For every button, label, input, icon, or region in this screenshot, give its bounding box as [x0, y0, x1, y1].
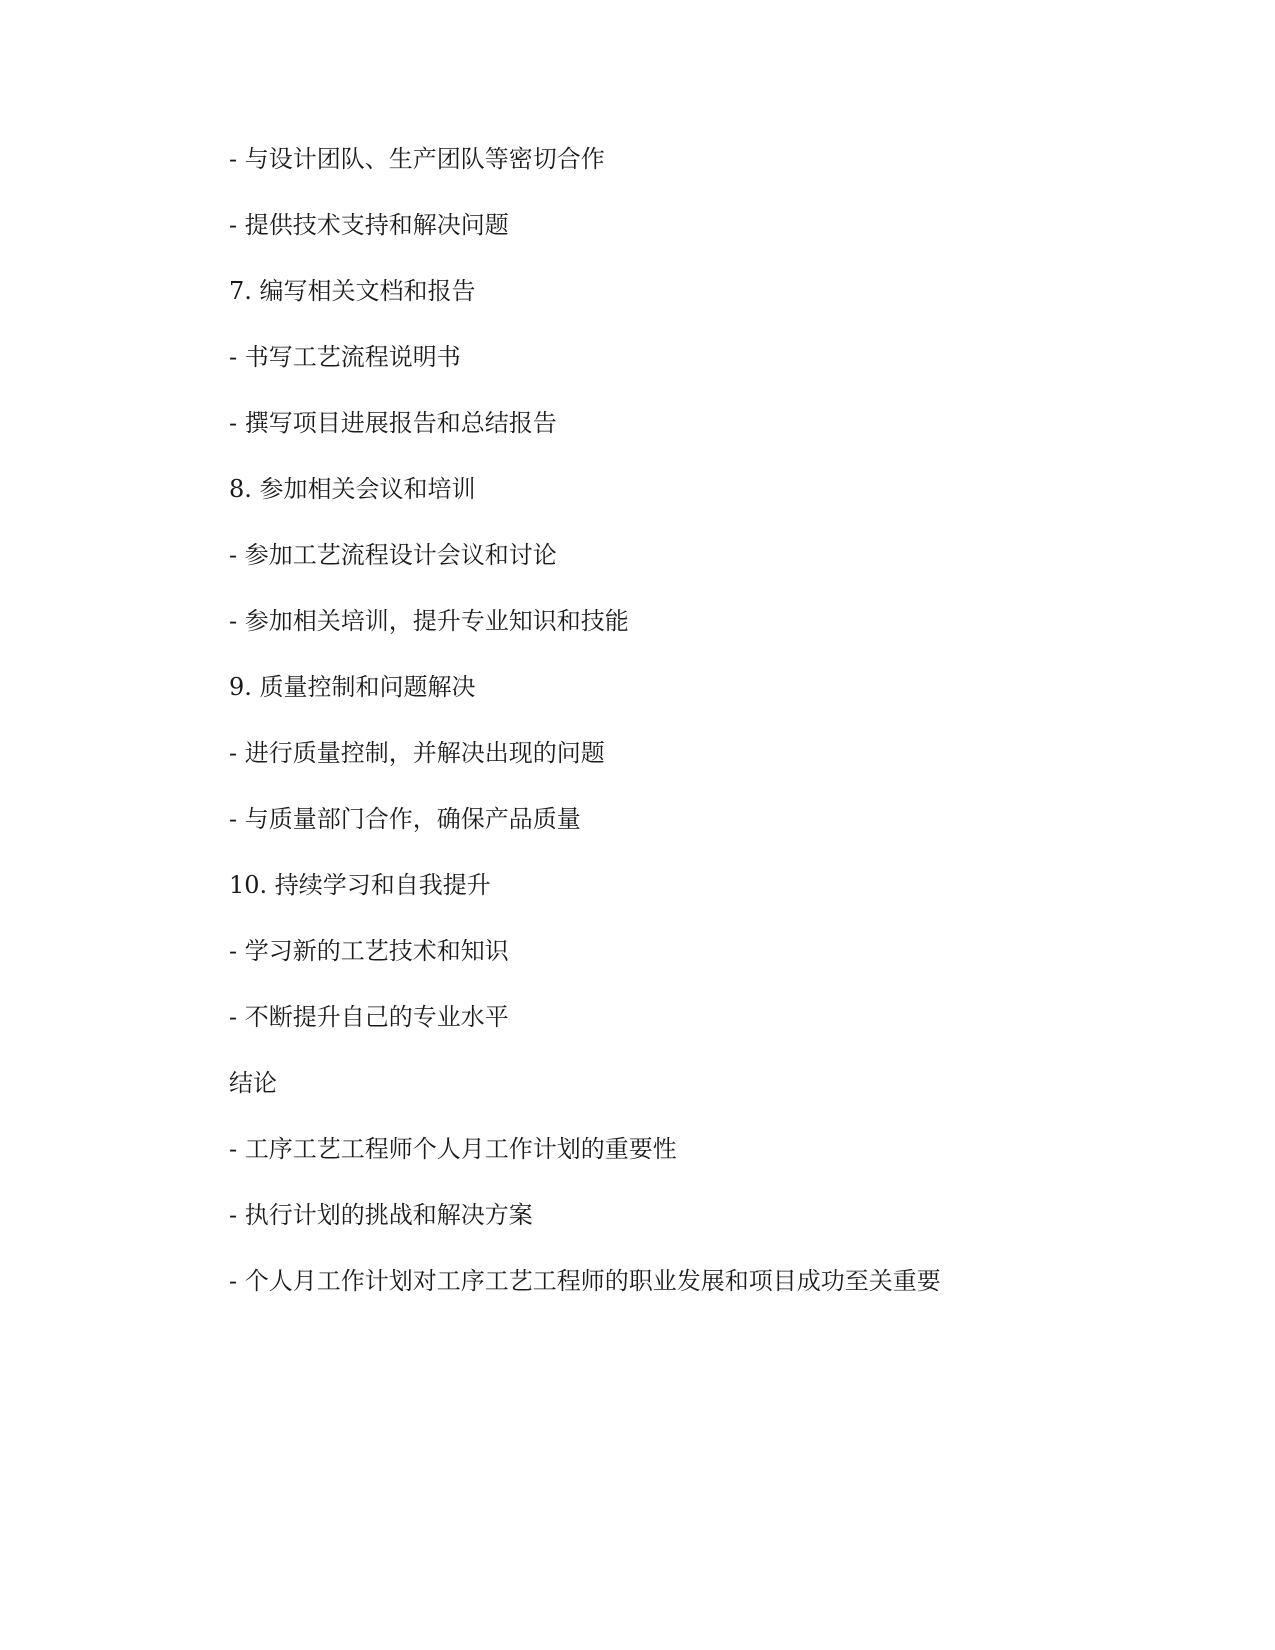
bullet-line: - 不断提升自己的专业水平 — [229, 1003, 509, 1031]
bullet-line: - 参加相关培训，提升专业知识和技能 — [229, 607, 629, 635]
bullet-line: - 与质量部门合作，确保产品质量 — [229, 805, 581, 833]
section-heading: 10. 持续学习和自我提升 — [229, 871, 491, 899]
bullet-line: - 个人月工作计划对工序工艺工程师的职业发展和项目成功至关重要 — [229, 1267, 941, 1295]
bullet-line: - 参加工艺流程设计会议和讨论 — [229, 541, 557, 569]
bullet-line: - 进行质量控制，并解决出现的问题 — [229, 739, 605, 767]
section-heading: 8. 参加相关会议和培训 — [229, 475, 476, 503]
conclusion-heading: 结论 — [229, 1069, 277, 1097]
bullet-line: - 与设计团队、生产团队等密切合作 — [229, 145, 605, 173]
document-body — [229, 142, 1129, 1330]
bullet-line: - 执行计划的挑战和解决方案 — [229, 1201, 533, 1229]
bullet-line: - 撰写项目进展报告和总结报告 — [229, 409, 557, 437]
bullet-line: - 工序工艺工程师个人月工作计划的重要性 — [229, 1135, 677, 1163]
section-heading: 7. 编写相关文档和报告 — [229, 277, 476, 305]
section-heading: 9. 质量控制和问题解决 — [229, 673, 476, 701]
bullet-line: - 书写工艺流程说明书 — [229, 343, 461, 371]
bullet-line: - 提供技术支持和解决问题 — [229, 211, 509, 239]
bullet-line: - 学习新的工艺技术和知识 — [229, 937, 509, 965]
